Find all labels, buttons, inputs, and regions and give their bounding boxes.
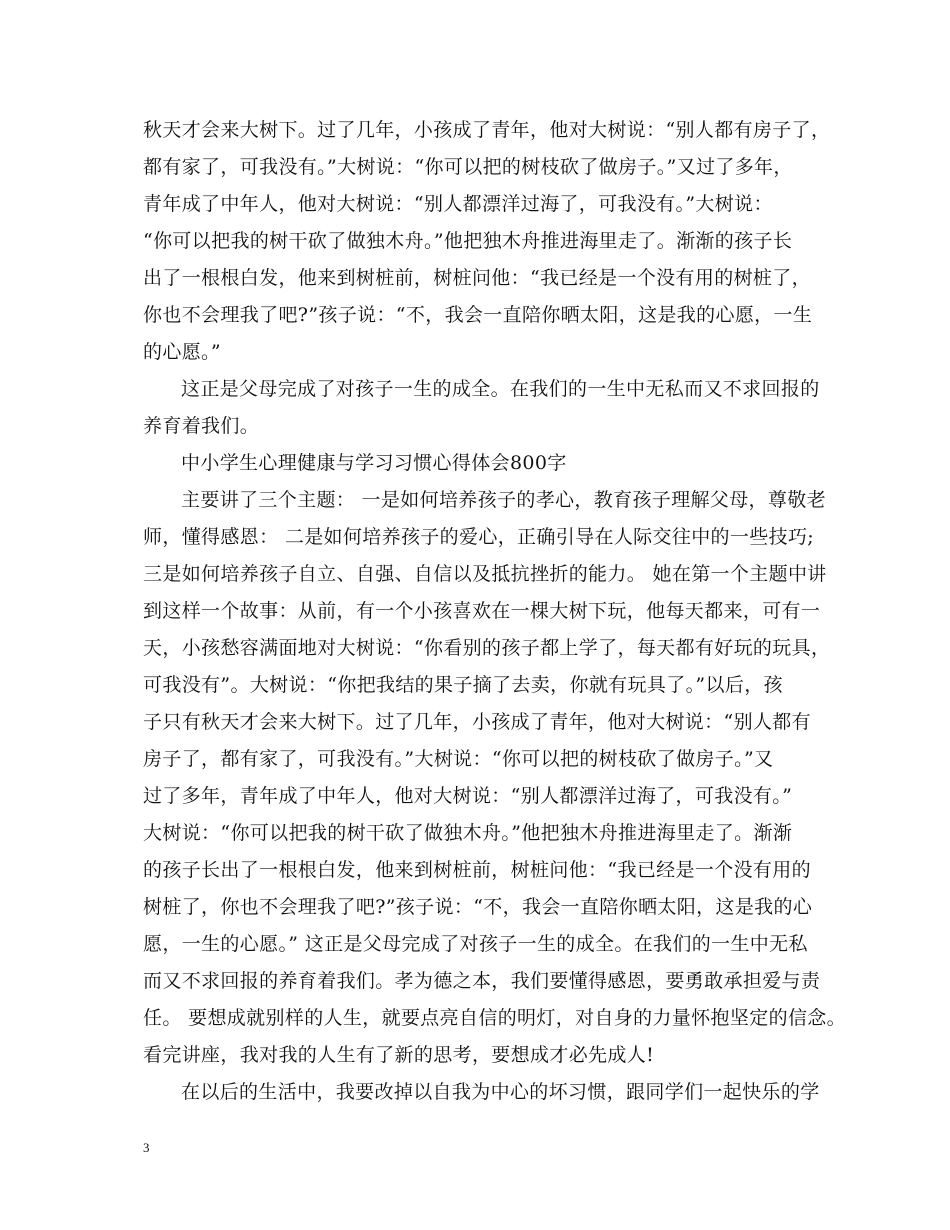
text-line: 的心愿。”: [143, 341, 221, 363]
text-line: 大树说：“你可以把我的树干砍了做独木舟。”他把独木舟推进海里走了。渐渐: [143, 822, 793, 844]
text-line: 任。 要想成就别样的人生，就要点亮自信的明灯，对自身的力量怀抱坚定的信念。: [143, 1007, 846, 1029]
text-line: 过了多年，青年成了中年人，他对大树说：“别人都漂洋过海了，可我没有。”: [143, 785, 793, 807]
text-line: 三是如何培养孩子自立、自强、自信以及抵抗挫折的能力。 她在第一个主题中讲: [143, 563, 827, 585]
text-line: 在以后的生活中，我要改掉以自我为中心的坏习惯，跟同学们一起快乐的学: [181, 1081, 820, 1103]
text-line: 树桩了，你也不会理我了吧?”孩子说：“不，我会一直陪你晒太阳，这是我的心: [143, 896, 813, 918]
text-line: 这正是父母完成了对孩子一生的成全。在我们的一生中无私而又不求回报的: [181, 378, 820, 400]
section-heading: 中小学生心理健康与学习习惯心得体会800字: [181, 452, 567, 474]
text-line: 出了一根根白发，他来到树桩前，树桩问他：“我已经是一个没有用的树桩了，: [143, 267, 811, 289]
page-number: 3: [143, 1140, 150, 1155]
text-line: 可我没有”。大树说：“你把我结的果子摘了去卖，你就有玩具了。”以后，孩: [143, 674, 783, 696]
text-line: 秋天才会来大树下。过了几年，小孩成了青年，他对大树说：“别人都有房子了，: [143, 119, 831, 141]
text-line: 都有家了，可我没有。”大树说：“你可以把的树枝砍了做房子。”又过了多年，: [143, 156, 793, 178]
text-line: 的孩子长出了一根根白发，他来到树桩前，树桩问他：“我已经是一个没有用的: [143, 859, 811, 881]
text-line: 师，懂得感恩： 二是如何培养孩子的爱心，正确引导在人际交往中的一些技巧;: [143, 526, 815, 548]
text-line: 子只有秋天才会来大树下。过了几年，小孩成了青年，他对大树说：“别人都有: [143, 711, 811, 733]
text-line: 到这样一个故事：从前，有一个小孩喜欢在一棵大树下玩，他每天都来，可有一: [143, 600, 821, 622]
text-line: 看完讲座，我对我的人生有了新的思考，要想成才必先成人!: [143, 1044, 655, 1066]
text-line: 而又不求回报的养育着我们。孝为德之本，我们要懂得感恩，要勇敢承担爱与责: [143, 970, 821, 992]
text-line: 主要讲了三个主题： 一是如何培养孩子的孝心，教育孩子理解父母，尊敬老: [181, 489, 826, 511]
text-line: “你可以把我的树干砍了做独木舟。”他把独木舟推进海里走了。渐渐的孩子长: [143, 230, 793, 252]
text-line: 愿，一生的心愿。” 这正是父母完成了对孩子一生的成全。在我们的一生中无私: [143, 933, 808, 955]
text-line: 青年成了中年人，他对大树说：“别人都漂洋过海了，可我没有。”大树说：: [143, 193, 773, 215]
text-line: 房子了，都有家了，可我没有。”大树说：“你可以把的树枝砍了做房子。”又: [143, 748, 774, 770]
text-line: 养育着我们。: [143, 415, 260, 437]
text-line: 天，小孩愁容满面地对大树说：“你看别的孩子都上学了，每天都有好玩的玩具，: [143, 637, 831, 659]
text-line: 你也不会理我了吧?”孩子说：“不，我会一直陪你晒太阳，这是我的心愿，一生: [143, 304, 813, 326]
